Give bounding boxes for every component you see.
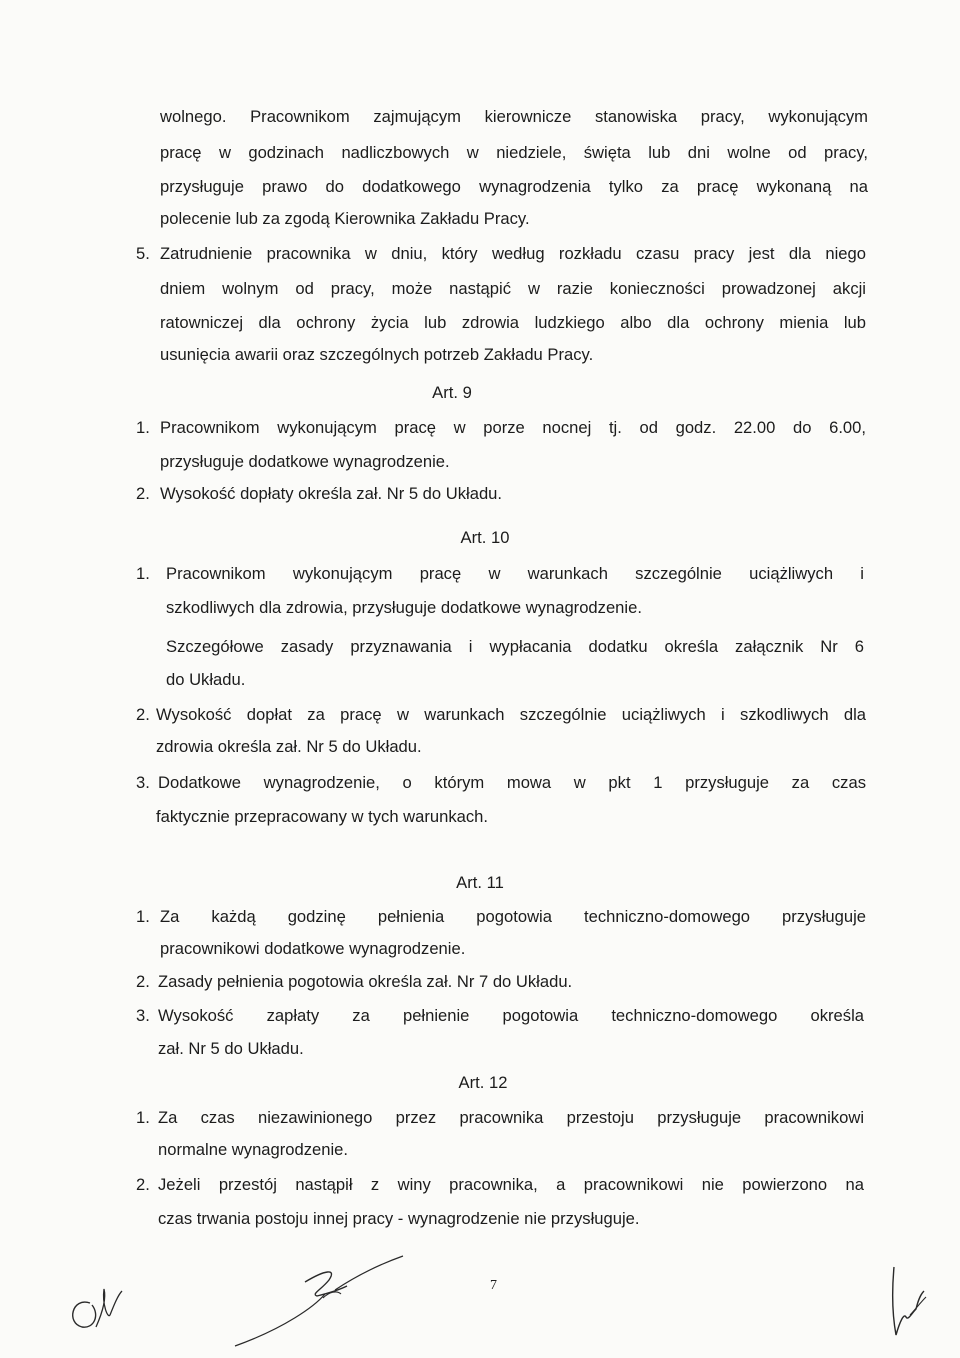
art-9-item-2-number: 2.	[136, 484, 150, 503]
art-11-item-1-line-1: Za każdą godzinę pełnienia pogotowia techniczno-domowego przysługuje	[160, 907, 866, 926]
art-10-item-1-line-4: do Układu.	[166, 670, 246, 689]
art-9-item-2-line-1: Wysokość dopłaty określa zał. Nr 5 do Układu.	[160, 484, 503, 503]
art-12-item-2-line-2: czas trwania postoju innej pracy - wynagrodzenie nie przysługuje.	[158, 1209, 640, 1228]
art-11-item-3-line-1: Wysokość zapłaty za pełnienie pogotowia techniczno-domowego określa	[158, 1006, 864, 1025]
art-11-item-2-line-1: Zasady pełnienia pogotowia określa zał. Nr 7 do Układu.	[158, 972, 573, 991]
art-10-item-1-line-1: Pracownikom wykonującym pracę w warunkach szczególnie uciążliwych i	[166, 564, 864, 583]
art-9-item-1-line-1: Pracownikom wykonującym pracę w porze nocnej tj. od godz. 22.00 do 6.00,	[160, 418, 866, 437]
intro-line-2: pracę w godzinach nadliczbowych w niedziele, święta lub dni wolne od pracy,	[160, 143, 868, 162]
art-12-heading: Art. 12	[458, 1073, 508, 1092]
art-10-item-1-number: 1.	[136, 564, 150, 583]
art-12-item-1-line-2: normalne wynagrodzenie.	[158, 1140, 349, 1159]
art-12-item-2-number: 2.	[136, 1175, 150, 1194]
art-10-item-3-line-1: Dodatkowe wynagrodzenie, o którym mowa w pkt 1 przysługuje za czas	[158, 773, 866, 792]
art-10-item-3-number: 3.	[136, 773, 150, 792]
initials-left-signature	[60, 1275, 135, 1350]
art-12-item-2-line-1: Jeżeli przestój nastąpił z winy pracownika, a pracownikowi nie powierzono na	[158, 1175, 864, 1194]
art-10-item-2-line-2: zdrowia określa zał. Nr 5 do Układu.	[156, 737, 422, 756]
art-11-item-3-line-2: zał. Nr 5 do Układu.	[158, 1039, 304, 1058]
signature-center	[225, 1250, 425, 1350]
art-10-item-3-line-2: faktycznie przepracowany w tych warunkach.	[156, 807, 489, 826]
art-10-item-2-line-1: Wysokość dopłat za pracę w warunkach szczególnie uciążliwych i szkodliwych dla	[156, 705, 866, 724]
art-11-item-3-number: 3.	[136, 1006, 150, 1025]
art-11-heading: Art. 11	[456, 873, 504, 892]
art-10-item-1-line-2: szkodliwych dla zdrowia, przysługuje dodatkowe wynagrodzenie.	[166, 598, 642, 617]
art-9-item-1-line-2: przysługuje dodatkowe wynagrodzenie.	[160, 452, 450, 471]
page-number: 7	[490, 1278, 497, 1293]
art-11-item-1-line-2: pracownikowi dodatkowe wynagrodzenie.	[160, 939, 466, 958]
art-10-heading: Art. 10	[460, 528, 510, 547]
art-12-item-1-line-1: Za czas niezawinionego przez pracownika przestoju przysługuje pracownikowi	[158, 1108, 864, 1127]
item-5-line-2: dniem wolnym od pracy, może nastąpić w razie konieczności prowadzonej akcji	[160, 279, 866, 298]
item-5-line-3: ratowniczej dla ochrony życia lub zdrowia ludzkiego albo dla ochrony mienia lub	[160, 313, 866, 332]
art-11-item-1-number: 1.	[136, 907, 150, 926]
intro-line-1: wolnego. Pracownikom zajmującym kierownicze stanowiska pracy, wykonującym	[160, 107, 868, 126]
item-5-line-1: Zatrudnienie pracownika w dniu, który według rozkładu czasu pracy jest dla niego	[160, 244, 866, 263]
item-5-number: 5.	[136, 244, 150, 263]
initials-right-signature	[880, 1255, 940, 1350]
intro-line-4: polecenie lub za zgodą Kierownika Zakładu Pracy.	[160, 209, 530, 228]
item-5-line-4: usunięcia awarii oraz szczególnych potrzeb Zakładu Pracy.	[160, 345, 594, 364]
art-12-item-1-number: 1.	[136, 1108, 150, 1127]
intro-line-3: przysługuje prawo do dodatkowego wynagrodzenia tylko za pracę wykonaną na	[160, 177, 868, 196]
art-10-item-1-line-3: Szczegółowe zasady przyznawania i wypłacania dodatku określa załącznik Nr 6	[166, 637, 864, 656]
art-10-item-2-number: 2.	[136, 705, 150, 724]
art-9-item-1-number: 1.	[136, 418, 150, 437]
art-11-item-2-number: 2.	[136, 972, 150, 991]
art-9-heading: Art. 9	[432, 383, 472, 402]
